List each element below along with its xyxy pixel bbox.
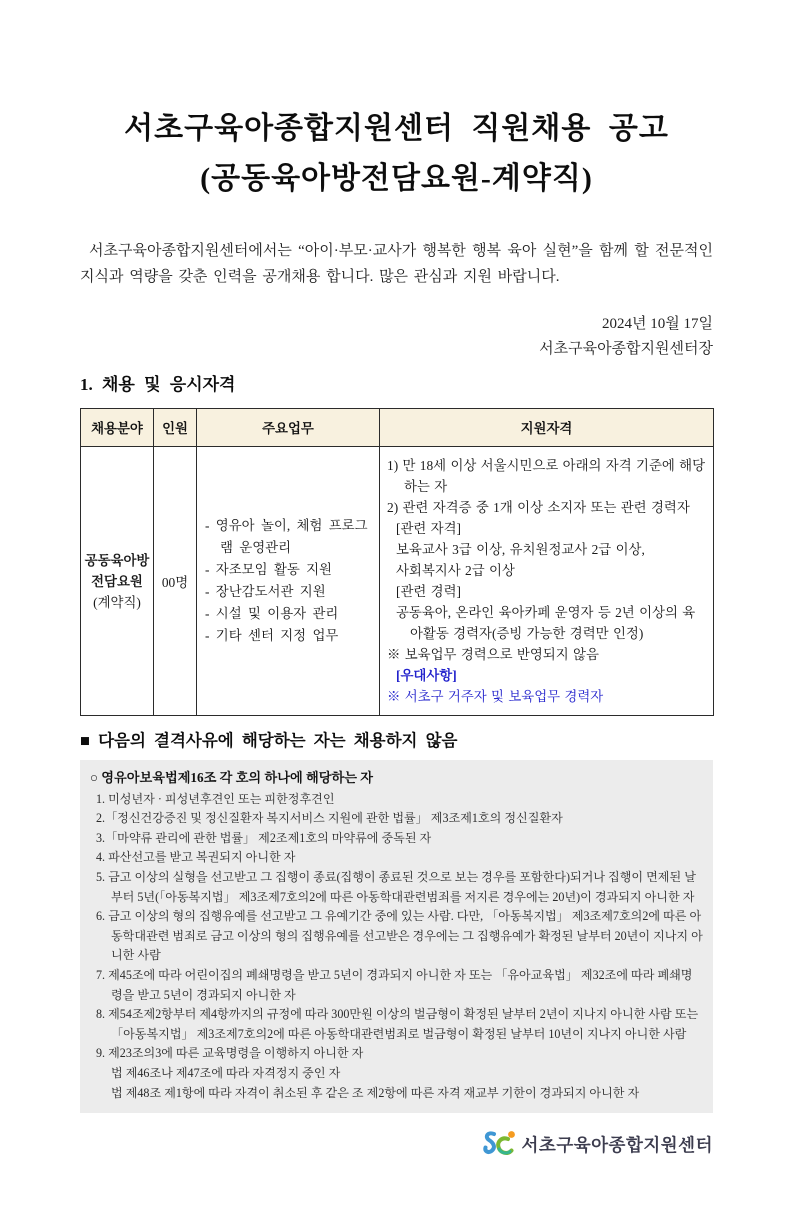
- announcement-date: 2024년 10월 17일: [602, 316, 713, 332]
- qualification-line: ※ 보육업무 경력으로 반영되지 않음: [387, 647, 599, 662]
- title-line-2: (공동육아방전담요원-계약직): [200, 162, 593, 195]
- disqualification-item: 4. 파산선고를 받고 복권되지 아니한 자: [96, 850, 296, 865]
- signer: 서초구육아종합지원센터장: [539, 341, 713, 357]
- cell-headcount: 00명: [154, 447, 197, 716]
- disqualification-box: [80, 760, 713, 1113]
- disqualification-item: 7. 제45조에 따라 어린이집의 폐쇄명령을 받고 5년이 경과되지 아니한 자 또는 「유아교육법」 제32조에 따라 폐쇄명령을 받고 5년이 경과되지 아니한 자: [96, 967, 693, 1002]
- table-row: [81, 447, 714, 716]
- col-header-qualifications: 지원자격: [380, 409, 714, 447]
- duty-item: - 자조모임 활동 지원: [205, 562, 332, 577]
- footer-logo-text: 서초구육아종합지원센터: [521, 1135, 713, 1156]
- qualification-line: [관련 자격]: [396, 521, 462, 536]
- cell-duties: [197, 447, 380, 716]
- duty-item: - 영유아 놀이, 체험 프로그램 운영관리: [205, 518, 368, 555]
- col-header-field: 채용분야: [81, 409, 154, 447]
- document-page: [0, 104, 793, 1225]
- qualification-line: 공동육아, 온라인 육아카페 운영자 등 2년 이상의 육아활동 경력자(증빙 가능한 경력만 인정): [396, 605, 696, 641]
- qualification-line: 보육교사 3급 이상, 유치원정교사 2급 이상,: [396, 542, 645, 557]
- col-header-duties: 주요업무: [197, 409, 380, 447]
- disqualification-item: 법 제46조나 제47조에 따라 자격정지 중인 자: [111, 1065, 341, 1080]
- page-footer: [80, 1129, 713, 1160]
- disqualification-item: 법 제48조 제1항에 따라 자격이 취소된 후 같은 조 제2항에 따른 자격 재교부 기한이 경과되지 아니한 자: [111, 1085, 640, 1100]
- logo-dot-icon: [508, 1131, 515, 1138]
- qualification-line: 사회복지사 2급 이상: [396, 563, 515, 578]
- exclusion-heading: ■ 다음의 결격사유에 해당하는 자는 채용하지 않음: [80, 731, 458, 750]
- duty-item: - 장난감도서관 지원: [205, 584, 326, 599]
- section1-heading: 1. 채용 및 응시자격: [80, 375, 236, 394]
- disqualification-item: 5. 금고 이상의 실형을 선고받고 그 집행이 종료(집행이 종료된 것으로 보는 경우를 포함한다)되거나 집행이 면제된 날부터 5년(「아동복지법」 제3조제7호의2에 따른 아동학대관련범죄를 저지른 경우에는 20년)이 경과되지 아니한 자: [96, 869, 696, 904]
- qualification-line: ※ 서초구 거주자 및 보육업무 경력자: [387, 689, 604, 704]
- qualification-line: [우대사항]: [396, 668, 457, 683]
- qualification-line: 1) 만 18세 이상 서울시민으로 아래의 자격 기준에 해당하는 자: [387, 458, 706, 494]
- disqualification-box-title: ○ 영유아보육법제16조 각 호의 하나에 해당하는 자: [90, 770, 373, 785]
- disqualification-list: [90, 790, 703, 1104]
- duty-item: - 기타 센터 지정 업무: [205, 628, 339, 643]
- duty-item: - 시설 및 이용자 관리: [205, 606, 339, 621]
- title-line-1: 서초구육아종합지원센터 직원채용 공고: [124, 112, 669, 145]
- intro-paragraph: 서초구육아종합지원센터에서는 “아이·부모·교사가 행복한 행복 육아 실현”을 함께 할 전문적인 지식과 역량을 갖춘 인력을 공개채용 합니다. 많은 관심과 지원 바랍니다.: [80, 243, 713, 285]
- disqualification-item: 9. 제23조의3에 따른 교육명령을 이행하지 아니한 자: [96, 1046, 364, 1061]
- field-name-line1: 공동육아방: [84, 552, 150, 568]
- field-contract-type: (계약직): [93, 594, 141, 610]
- disqualification-item: 2.「정신건강증진 및 정신질환자 복지서비스 지원에 관한 법률」 제3조제1호의 정신질환자: [96, 811, 563, 826]
- center-logo-icon: [483, 1129, 519, 1160]
- field-name-line2: 전담요원: [91, 573, 143, 589]
- disqualification-item: 1. 미성년자 · 피성년후견인 또는 피한정후견인: [96, 791, 335, 806]
- page-title: [80, 104, 713, 204]
- date-signer-block: [80, 312, 713, 362]
- cell-qualifications: [380, 447, 714, 716]
- disqualification-item: 6. 금고 이상의 형의 집행유예를 선고받고 그 유예기간 중에 있는 사람. 다만, 「아동복지법」 제3조제7호의2에 따른 아동학대관련 범죄로 금고 이상의 형의 집행유예를 선고받은 경우에는 그 집행유예가 확정된 날부터 20년이 지나지 아니한 사람: [96, 909, 703, 963]
- qualification-line: 2) 관련 자격증 중 1개 이상 소지자 또는 관련 경력자: [387, 500, 690, 515]
- disqualification-item: 3.「마약류 관리에 관한 법률」 제2조제1호의 마약류에 중독된 자: [96, 830, 432, 845]
- disqualification-item: 8. 제54조제2항부터 제4항까지의 규정에 따라 300만원 이상의 벌금형이 확정된 날부터 2년이 지나지 아니한 사람 또는 「아동복지법」 제3조제7호의2에 따른 아동학대관련범죄로 벌금형이 확정된 날부터 10년이 지나지 아니한 사람: [96, 1007, 699, 1041]
- recruitment-table: [80, 408, 714, 716]
- col-header-count: 인원: [154, 409, 197, 447]
- center-logo: [483, 1129, 713, 1160]
- qualification-line: [관련 경력]: [396, 584, 462, 599]
- table-header-row: [81, 409, 714, 447]
- cell-recruit-field: [81, 447, 154, 716]
